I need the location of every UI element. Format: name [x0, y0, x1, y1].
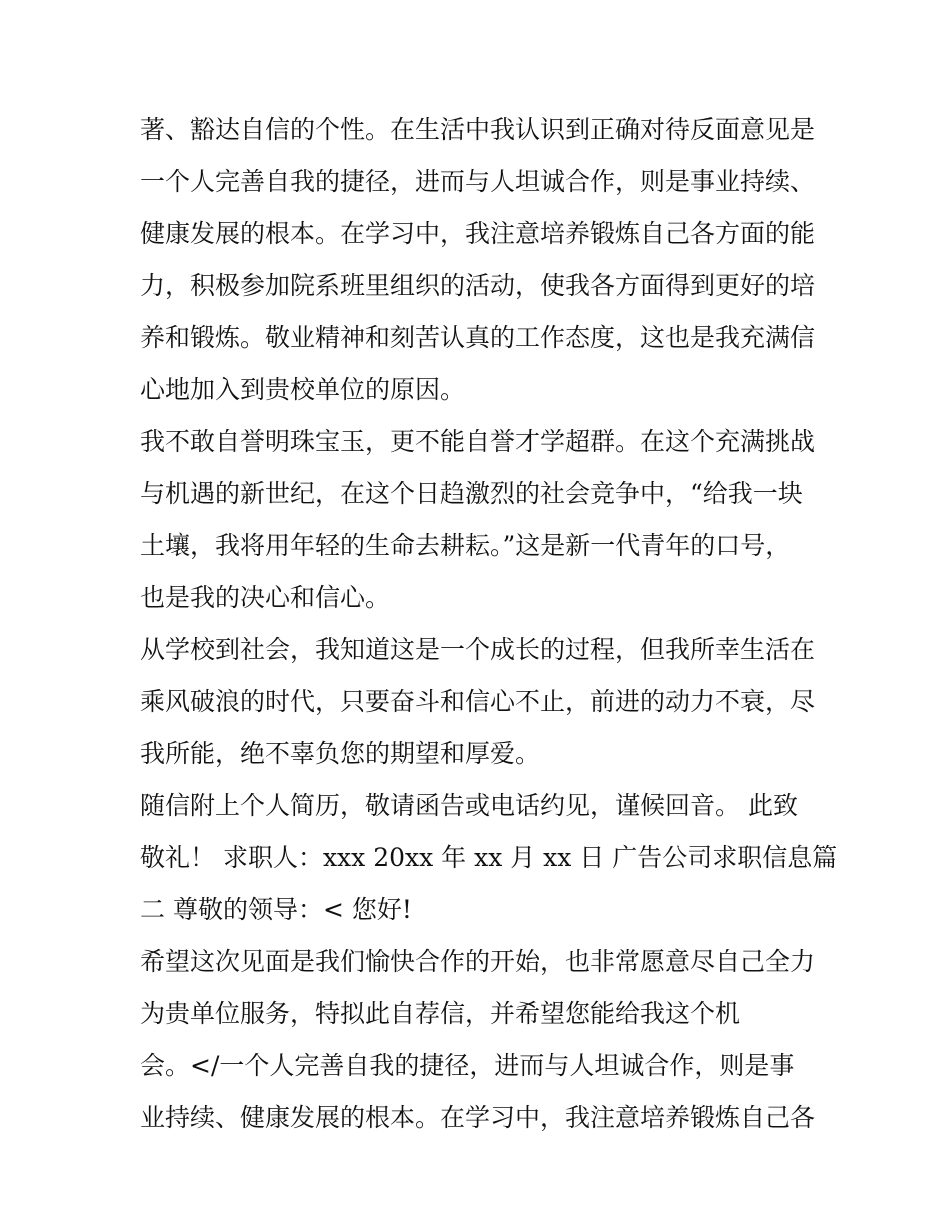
- text-line: 业持续、健康发展的根本。在学习中，我注意培养锻炼自己各: [140, 1103, 816, 1132]
- text-line: 我不敢自誉明珠宝玉，更不能自誉才学超群。在这个充满挑战: [140, 427, 816, 456]
- text-line: 希望这次见面是我们愉快合作的开始，也非常愿意尽自己全力: [140, 947, 816, 976]
- text-line: 二 尊敬的领导：< 您好!: [140, 895, 412, 924]
- text-line: 也是我的决心和信心。: [140, 583, 391, 612]
- text-line: 敬礼！ 求职人：xxx 20xx 年 xx 月 xx 日 广告公司求职信息篇: [140, 843, 838, 872]
- text-line: 随信附上个人简历，敬请函告或电话约见，谨候回音。 此致: [140, 791, 798, 820]
- text-line: 乘风破浪的时代，只要奋斗和信心不止，前进的动力不衰，尽: [140, 687, 816, 716]
- text-line: 与机遇的新世纪，在这个日趋激烈的社会竞争中，“给我一块: [140, 479, 803, 508]
- text-line: 力，积极参加院系班里组织的活动，使我各方面得到更好的培: [140, 271, 816, 300]
- text-line: 从学校到社会，我知道这是一个成长的过程，但我所幸生活在: [140, 635, 816, 664]
- text-line: 为贵单位服务，特拟此自荐信，并希望您能给我这个机: [140, 999, 741, 1028]
- text-line: 健康发展的根本。在学习中，我注意培养锻炼自己各方面的能: [140, 219, 816, 248]
- text-line: 我所能，绝不辜负您的期望和厚爱。: [140, 739, 541, 768]
- text-line: 著、豁达自信的个性。在生活中我认识到正确对待反面意见是: [140, 115, 816, 144]
- body-text: [140, 104, 838, 1144]
- text-line: 养和锻炼。敬业精神和刻苦认真的工作态度，这也是我充满信: [140, 323, 816, 352]
- text-line: 会。</一个人完善自我的捷径，进而与人坦诚合作，则是事: [140, 1051, 795, 1080]
- text-line: 心地加入到贵校单位的原因。: [140, 375, 466, 404]
- text-line: 一个人完善自我的捷径，进而与人坦诚合作，则是事业持续、: [140, 167, 816, 196]
- text-line: 土壤，我将用年轻的生命去耕耘。”这是新一代青年的口号，: [140, 531, 791, 560]
